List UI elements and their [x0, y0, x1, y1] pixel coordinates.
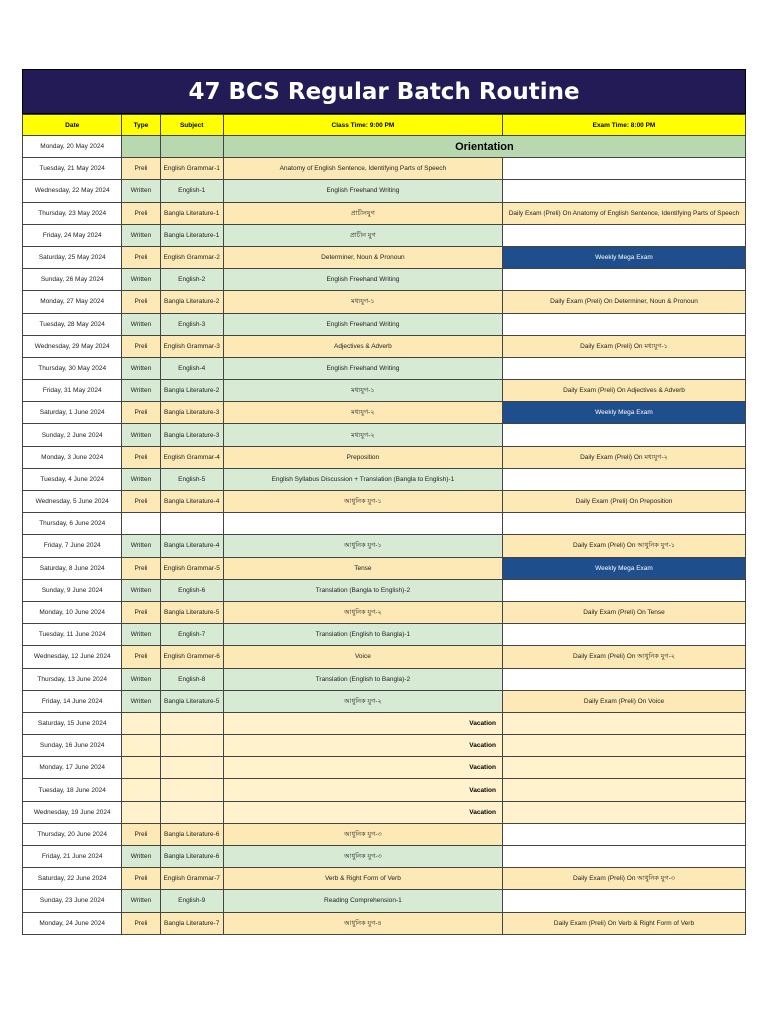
type-cell: Preli	[122, 912, 160, 934]
subject-cell: English Grammar-2	[160, 246, 223, 268]
type-cell: Preli	[122, 402, 160, 424]
exam-cell	[502, 180, 745, 202]
class-cell: Determiner, Noun & Pronoun	[223, 246, 502, 268]
exam-cell: Daily Exam (Preli) On মধ্যযুগ-২	[502, 446, 745, 468]
subject-cell: English-8	[160, 668, 223, 690]
table-row	[23, 335, 746, 357]
exam-cell	[502, 224, 745, 246]
type-cell	[122, 513, 160, 535]
class-cell: মধ্যযুগ-২	[223, 424, 502, 446]
exam-cell: Daily Exam (Preli) On Voice	[502, 690, 745, 712]
date-cell: Monday, 27 May 2024	[23, 291, 122, 313]
subject-cell: Bangla Literature-2	[160, 291, 223, 313]
date-cell: Monday, 17 June 2024	[23, 757, 122, 779]
class-cell	[223, 513, 502, 535]
subject-cell: Bangla Literature-6	[160, 846, 223, 868]
class-cell: Translation (English to Bangla)-2	[223, 668, 502, 690]
class-cell: Voice	[223, 646, 502, 668]
exam-cell	[502, 668, 745, 690]
date-cell: Wednesday, 12 June 2024	[23, 646, 122, 668]
type-cell: Written	[122, 668, 160, 690]
date-cell: Tuesday, 18 June 2024	[23, 779, 122, 801]
date-cell: Sunday, 9 June 2024	[23, 579, 122, 601]
type-cell	[122, 779, 160, 801]
class-cell: Anatomy of English Sentence, Identifying Parts of Speech	[223, 158, 502, 180]
header-type: Type	[122, 115, 160, 136]
exam-cell: Weekly Mega Exam	[502, 246, 745, 268]
class-cell: Reading Comprehension-1	[223, 890, 502, 912]
date-cell: Tuesday, 4 June 2024	[23, 468, 122, 490]
date-cell: Wednesday, 5 June 2024	[23, 491, 122, 513]
header-exam-time: Exam Time: 8:00 PM	[502, 115, 745, 136]
class-cell: আধুনিক যুগ-৪	[223, 912, 502, 934]
exam-cell	[502, 357, 745, 379]
date-cell: Tuesday, 11 June 2024	[23, 624, 122, 646]
subject-cell: Bangla Literature-3	[160, 402, 223, 424]
date-cell: Thursday, 30 May 2024	[23, 357, 122, 379]
table-row	[23, 291, 746, 313]
table-row	[23, 823, 746, 845]
class-cell: Vacation	[223, 801, 502, 823]
table-row	[23, 380, 746, 402]
date-cell: Friday, 21 June 2024	[23, 846, 122, 868]
exam-cell	[502, 624, 745, 646]
subject-cell: English-1	[160, 180, 223, 202]
exam-cell	[502, 757, 745, 779]
class-cell: Verb & Right Form of Verb	[223, 868, 502, 890]
date-cell: Wednesday, 29 May 2024	[23, 335, 122, 357]
header-subject: Subject	[160, 115, 223, 136]
class-cell: প্রাচীনযুগ	[223, 202, 502, 224]
class-cell: আধুনিক যুগ-২	[223, 601, 502, 623]
table-row	[23, 313, 746, 335]
type-cell: Preli	[122, 246, 160, 268]
date-cell: Wednesday, 19 June 2024	[23, 801, 122, 823]
class-cell: Vacation	[223, 712, 502, 734]
subject-cell	[160, 513, 223, 535]
date-cell: Sunday, 2 June 2024	[23, 424, 122, 446]
exam-cell	[502, 313, 745, 335]
class-cell: আধুনিক যুগ-২	[223, 690, 502, 712]
exam-cell: Daily Exam (Preli) On Tense	[502, 601, 745, 623]
subject-cell: Bangla Literature-2	[160, 380, 223, 402]
exam-cell: Daily Exam (Preli) On আধুনিক যুগ-৩	[502, 868, 745, 890]
table-row	[23, 136, 746, 158]
table-row	[23, 468, 746, 490]
exam-cell	[502, 579, 745, 601]
class-cell: English Freehand Writing	[223, 269, 502, 291]
date-cell: Friday, 14 June 2024	[23, 690, 122, 712]
subject-cell: English Grammar-1	[160, 158, 223, 180]
table-row	[23, 601, 746, 623]
class-cell: English Freehand Writing	[223, 313, 502, 335]
exam-cell	[502, 269, 745, 291]
type-cell: Written	[122, 357, 160, 379]
type-cell: Preli	[122, 491, 160, 513]
exam-cell: Weekly Mega Exam	[502, 557, 745, 579]
subject-cell: Bangla Literature-5	[160, 690, 223, 712]
exam-cell	[502, 823, 745, 845]
class-cell: Orientation	[223, 136, 745, 158]
table-row	[23, 246, 746, 268]
type-cell: Written	[122, 535, 160, 557]
exam-cell	[502, 468, 745, 490]
subject-cell: English Grammar-7	[160, 868, 223, 890]
exam-cell: Daily Exam (Preli) On Determiner, Noun & Pronoun	[502, 291, 745, 313]
type-cell: Written	[122, 224, 160, 246]
class-cell: Adjectives & Adverb	[223, 335, 502, 357]
exam-cell	[502, 779, 745, 801]
table-row	[23, 424, 746, 446]
table-row	[23, 868, 746, 890]
subject-cell: English-5	[160, 468, 223, 490]
exam-cell: Daily Exam (Preli) On Verb & Right Form of Verb	[502, 912, 745, 934]
subject-cell: English Grammar-3	[160, 335, 223, 357]
subject-cell: English-3	[160, 313, 223, 335]
type-cell	[122, 712, 160, 734]
type-cell: Preli	[122, 446, 160, 468]
table-row	[23, 712, 746, 734]
class-cell: আধুনিক যুগ-৩	[223, 846, 502, 868]
table-row	[23, 846, 746, 868]
date-cell: Thursday, 23 May 2024	[23, 202, 122, 224]
subject-cell	[160, 136, 223, 158]
table-row	[23, 624, 746, 646]
subject-cell: Bangla Literature-3	[160, 424, 223, 446]
type-cell: Preli	[122, 646, 160, 668]
table-row	[23, 735, 746, 757]
type-cell: Written	[122, 180, 160, 202]
subject-cell: English-7	[160, 624, 223, 646]
table-row	[23, 690, 746, 712]
type-cell: Preli	[122, 868, 160, 890]
date-cell: Friday, 7 June 2024	[23, 535, 122, 557]
subject-cell: Bangla Literature-7	[160, 912, 223, 934]
type-cell: Written	[122, 380, 160, 402]
exam-cell: Daily Exam (Preli) On আধুনিক যুগ-২	[502, 646, 745, 668]
subject-cell: English Grammar-5	[160, 557, 223, 579]
table-row	[23, 801, 746, 823]
class-cell: মধ্যযুগ-১	[223, 380, 502, 402]
date-cell: Friday, 24 May 2024	[23, 224, 122, 246]
type-cell: Preli	[122, 202, 160, 224]
subject-cell: English-4	[160, 357, 223, 379]
type-cell	[122, 801, 160, 823]
date-cell: Friday, 31 May 2024	[23, 380, 122, 402]
table-row	[23, 269, 746, 291]
date-cell: Thursday, 13 June 2024	[23, 668, 122, 690]
exam-cell	[502, 890, 745, 912]
header-class-time: Class Time: 9:00 PM	[223, 115, 502, 136]
class-cell: মধ্যযুগ-২	[223, 402, 502, 424]
class-cell: Preposition	[223, 446, 502, 468]
table-row	[23, 646, 746, 668]
subject-cell: Bangla Literature-6	[160, 823, 223, 845]
class-cell: আধুনিক যুগ-৩	[223, 823, 502, 845]
date-cell: Sunday, 16 June 2024	[23, 735, 122, 757]
type-cell: Preli	[122, 158, 160, 180]
class-cell: আধুনিক যুগ-১	[223, 535, 502, 557]
exam-cell	[502, 158, 745, 180]
class-cell: আধুনিক যুগ-১	[223, 491, 502, 513]
date-cell: Saturday, 22 June 2024	[23, 868, 122, 890]
table-row	[23, 446, 746, 468]
date-cell: Thursday, 20 June 2024	[23, 823, 122, 845]
class-cell: Vacation	[223, 757, 502, 779]
exam-cell: Daily Exam (Preli) On Preposition	[502, 491, 745, 513]
type-cell	[122, 136, 160, 158]
exam-cell: Daily Exam (Preli) On আধুনিক যুগ-১	[502, 535, 745, 557]
date-cell: Monday, 20 May 2024	[23, 136, 122, 158]
date-cell: Monday, 10 June 2024	[23, 601, 122, 623]
table-row	[23, 357, 746, 379]
type-cell: Written	[122, 269, 160, 291]
table-row	[23, 890, 746, 912]
table-row	[23, 180, 746, 202]
class-cell: English Freehand Writing	[223, 357, 502, 379]
subject-cell	[160, 757, 223, 779]
subject-cell	[160, 801, 223, 823]
class-cell: Translation (Bangla to English)-2	[223, 579, 502, 601]
table-row	[23, 202, 746, 224]
type-cell: Written	[122, 313, 160, 335]
exam-cell	[502, 735, 745, 757]
subject-cell: Bangla Literature-1	[160, 202, 223, 224]
class-cell: মধ্যযুগ-১	[223, 291, 502, 313]
subject-cell: English Grammar-4	[160, 446, 223, 468]
header-row	[23, 115, 746, 136]
table-row	[23, 557, 746, 579]
date-cell: Monday, 24 June 2024	[23, 912, 122, 934]
exam-cell: Weekly Mega Exam	[502, 402, 745, 424]
table-row	[23, 912, 746, 934]
routine-body	[23, 136, 746, 935]
type-cell: Preli	[122, 823, 160, 845]
exam-cell	[502, 513, 745, 535]
subject-cell	[160, 779, 223, 801]
subject-cell: English-2	[160, 269, 223, 291]
subject-cell	[160, 712, 223, 734]
routine-table	[22, 114, 746, 935]
date-cell: Saturday, 15 June 2024	[23, 712, 122, 734]
type-cell: Written	[122, 846, 160, 868]
date-cell: Saturday, 1 June 2024	[23, 402, 122, 424]
type-cell: Written	[122, 424, 160, 446]
type-cell: Written	[122, 468, 160, 490]
class-cell: Vacation	[223, 735, 502, 757]
table-row	[23, 535, 746, 557]
exam-cell	[502, 712, 745, 734]
subject-cell: English-6	[160, 579, 223, 601]
table-row	[23, 757, 746, 779]
type-cell: Preli	[122, 291, 160, 313]
class-cell: Tense	[223, 557, 502, 579]
type-cell: Written	[122, 579, 160, 601]
date-cell: Sunday, 26 May 2024	[23, 269, 122, 291]
table-row	[23, 158, 746, 180]
date-cell: Tuesday, 28 May 2024	[23, 313, 122, 335]
class-cell: English Syllabus Discussion + Translation (Bangla to English)-1	[223, 468, 502, 490]
date-cell: Wednesday, 22 May 2024	[23, 180, 122, 202]
table-row	[23, 779, 746, 801]
class-cell: Vacation	[223, 779, 502, 801]
type-cell: Preli	[122, 601, 160, 623]
header-date: Date	[23, 115, 122, 136]
exam-cell	[502, 424, 745, 446]
subject-cell: Bangla Literature-1	[160, 224, 223, 246]
table-row	[23, 579, 746, 601]
exam-cell: Daily Exam (Preli) On Adjectives & Adverb	[502, 380, 745, 402]
date-cell: Thursday, 6 June 2024	[23, 513, 122, 535]
subject-cell	[160, 735, 223, 757]
subject-cell: English Grammer-6	[160, 646, 223, 668]
subject-cell: Bangla Literature-4	[160, 535, 223, 557]
exam-cell: Daily Exam (Preli) On মধ্যযুগ-১	[502, 335, 745, 357]
type-cell: Preli	[122, 557, 160, 579]
exam-cell	[502, 846, 745, 868]
date-cell: Sunday, 23 June 2024	[23, 890, 122, 912]
type-cell	[122, 735, 160, 757]
table-row	[23, 402, 746, 424]
page-title: 47 BCS Regular Batch Routine	[22, 69, 746, 114]
type-cell: Written	[122, 624, 160, 646]
table-row	[23, 513, 746, 535]
date-cell: Saturday, 8 June 2024	[23, 557, 122, 579]
table-row	[23, 224, 746, 246]
exam-cell	[502, 801, 745, 823]
class-cell: প্রাচীন যুগ	[223, 224, 502, 246]
exam-cell: Daily Exam (Preli) On Anatomy of English Sentence, Identifying Parts of Speech	[502, 202, 745, 224]
class-cell: Translation (English to Bangla)-1	[223, 624, 502, 646]
table-row	[23, 491, 746, 513]
type-cell: Preli	[122, 335, 160, 357]
date-cell: Tuesday, 21 May 2024	[23, 158, 122, 180]
type-cell: Written	[122, 890, 160, 912]
subject-cell: Bangla Literature-5	[160, 601, 223, 623]
date-cell: Monday, 3 June 2024	[23, 446, 122, 468]
subject-cell: Bangla Literature-4	[160, 491, 223, 513]
class-cell: English Freehand Writing	[223, 180, 502, 202]
date-cell: Saturday, 25 May 2024	[23, 246, 122, 268]
table-row	[23, 668, 746, 690]
type-cell: Written	[122, 690, 160, 712]
type-cell	[122, 757, 160, 779]
subject-cell: English-9	[160, 890, 223, 912]
